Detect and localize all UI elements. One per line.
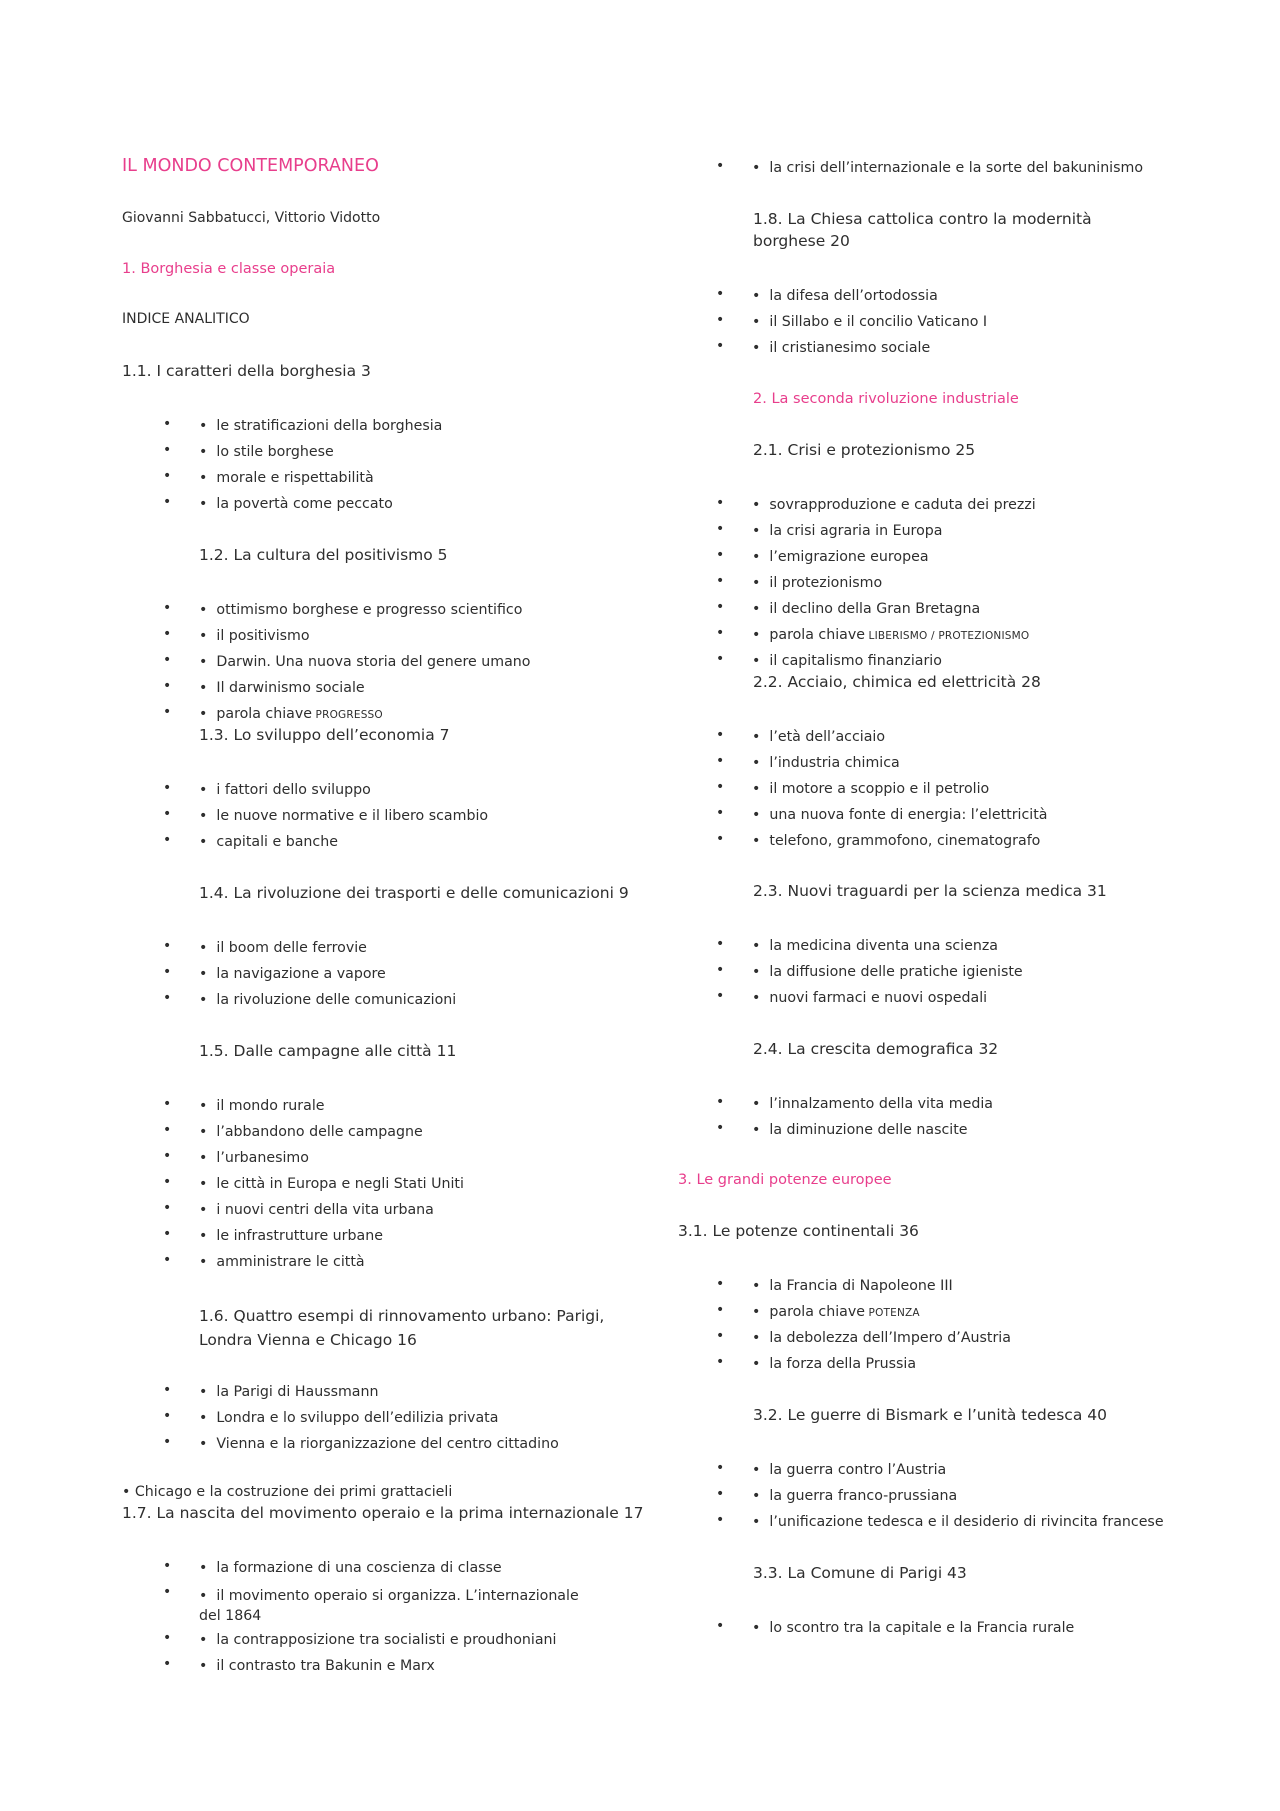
list-item-text: il declino della Gran Bretagna <box>769 601 981 617</box>
extra-bullet-item: • Chicago e la costruzione dei primi grattacieli <box>122 1484 453 1500</box>
section-1-2-item <box>199 602 522 618</box>
section-2-1-item <box>752 497 1036 513</box>
inner-bullet-icon: • <box>752 990 770 1006</box>
list-item-text: la navigazione a vapore <box>216 966 386 982</box>
inner-bullet-icon: • <box>199 992 217 1008</box>
section-2-2-item <box>752 729 885 745</box>
section-2-2-item <box>752 755 900 771</box>
inner-bullet-icon: • <box>199 1658 217 1674</box>
section-2-4: 2.4. La crescita demografica 32 <box>753 1040 999 1058</box>
inner-bullet-icon: • <box>752 601 770 617</box>
section-1-4-item <box>199 940 367 956</box>
inner-bullet-icon: • <box>752 1330 770 1346</box>
list-bullet-icon: • <box>163 442 172 458</box>
section-1-3-item <box>199 834 338 850</box>
section-2-1-item <box>752 627 1029 643</box>
inner-bullet-icon: • <box>199 834 217 850</box>
list-bullet-icon: • <box>163 780 172 796</box>
inner-bullet-icon: • <box>752 340 770 356</box>
index-label: INDICE ANALITICO <box>122 311 250 327</box>
list-bullet-icon: • <box>716 599 725 615</box>
list-item-text: l’età dell’acciaio <box>769 729 886 745</box>
section-1-7-item <box>199 1560 502 1576</box>
inner-bullet-icon: • <box>752 807 770 823</box>
list-bullet-icon: • <box>163 1122 172 1138</box>
section-1-5-item <box>199 1124 423 1140</box>
inner-bullet-icon: • <box>199 1098 217 1114</box>
section-1-3-item <box>199 808 488 824</box>
section-1-1-item <box>199 496 393 512</box>
list-item-text: l’abbandono delle campagne <box>216 1124 423 1140</box>
section-1-8-item <box>752 340 930 356</box>
inner-bullet-icon: • <box>752 497 770 513</box>
section-2-3-item <box>752 964 1023 980</box>
list-item-text: la povertà come peccato <box>216 496 393 512</box>
list-bullet-icon: • <box>163 1408 172 1424</box>
list-bullet-icon: • <box>716 753 725 769</box>
section-1-1-item <box>199 418 442 434</box>
inner-bullet-icon: • <box>199 602 217 618</box>
inner-bullet-icon: • <box>199 940 217 956</box>
list-item-text: Vienna e la riorganizzazione del centro cittadino <box>216 1436 559 1452</box>
inner-bullet-icon: • <box>752 160 770 176</box>
inner-bullet-icon: • <box>752 653 770 669</box>
section-2-1-item <box>752 575 882 591</box>
inner-bullet-icon: • <box>199 628 217 644</box>
list-bullet-icon: • <box>716 1302 725 1318</box>
list-bullet-icon: • <box>163 1252 172 1268</box>
section-1-4-item <box>199 992 456 1008</box>
inner-bullet-icon: • <box>199 1384 217 1400</box>
section-3-2: 3.2. Le guerre di Bismark e l’unità tedesca 40 <box>753 1406 1107 1424</box>
list-item-text: le nuove normative e il libero scambio <box>216 808 489 824</box>
list-item-text: la crisi dell’internazionale e la sorte del bakuninismo <box>769 160 1144 176</box>
section-3-1-item <box>752 1356 916 1372</box>
section-2-4-item <box>752 1122 968 1138</box>
list-item-text: i nuovi centri della vita urbana <box>216 1202 434 1218</box>
list-bullet-icon: • <box>163 832 172 848</box>
section-3-2-item <box>752 1488 957 1504</box>
section-2-3-item <box>752 990 987 1006</box>
inner-bullet-icon: • <box>199 1436 217 1452</box>
section-3-3-item <box>752 1620 1074 1636</box>
inner-bullet-icon: • <box>752 1620 770 1636</box>
list-item-text: Londra e lo sviluppo dell’edilizia privata <box>216 1410 499 1426</box>
inner-bullet-icon: • <box>199 1124 217 1140</box>
inner-bullet-icon: • <box>199 470 217 486</box>
list-item-text: le stratificazioni della borghesia <box>216 418 443 434</box>
section-3-1: 3.1. Le potenze continentali 36 <box>678 1222 919 1240</box>
list-item-text: la Parigi di Haussmann <box>216 1384 379 1400</box>
inner-bullet-icon: • <box>752 288 770 304</box>
list-item-text: la formazione di una coscienza di classe <box>216 1560 502 1576</box>
list-item-text: la diffusione delle pratiche igieniste <box>769 964 1023 980</box>
section-2-1-item <box>752 549 929 565</box>
chapter-3-heading: 3. Le grandi potenze europee <box>678 1172 892 1188</box>
inner-bullet-icon: • <box>199 1254 217 1270</box>
section-2-1-item <box>752 601 980 617</box>
list-item-text: la contrapposizione tra socialisti e proudhoniani <box>216 1632 557 1648</box>
inner-bullet-icon: • <box>199 1410 217 1426</box>
list-bullet-icon: • <box>163 678 172 694</box>
list-bullet-icon: • <box>716 1354 725 1370</box>
section-1-6-item <box>199 1436 559 1452</box>
list-bullet-icon: • <box>716 495 725 511</box>
section-3-1-item <box>752 1304 920 1320</box>
section-1-5-item <box>199 1150 309 1166</box>
inner-bullet-icon: • <box>752 964 770 980</box>
list-bullet-icon: • <box>716 625 725 641</box>
inner-bullet-icon: • <box>752 523 770 539</box>
inner-bullet-icon: • <box>752 729 770 745</box>
inner-bullet-icon: • <box>199 1588 217 1604</box>
list-bullet-icon: • <box>716 727 725 743</box>
list-item-text: il motore a scoppio e il petrolio <box>769 781 990 797</box>
list-bullet-icon: • <box>716 936 725 952</box>
inner-bullet-icon: • <box>752 575 770 591</box>
section-2-1: 2.1. Crisi e protezionismo 25 <box>753 441 976 459</box>
inner-bullet-icon: • <box>199 966 217 982</box>
list-bullet-icon: • <box>716 547 725 563</box>
inner-bullet-icon: • <box>752 314 770 330</box>
list-item-text: capitali e banche <box>216 834 338 850</box>
list-bullet-icon: • <box>716 521 725 537</box>
list-item-text: la forza della Prussia <box>769 1356 917 1372</box>
list-bullet-icon: • <box>716 312 725 328</box>
section-1-5: 1.5. Dalle campagne alle città 11 <box>199 1042 457 1060</box>
inner-bullet-icon: • <box>752 781 770 797</box>
top-item <box>752 160 1143 176</box>
section-2-3-item <box>752 938 998 954</box>
authors: Giovanni Sabbatucci, Vittorio Vidotto <box>122 210 381 226</box>
list-bullet-icon: • <box>163 806 172 822</box>
list-bullet-icon: • <box>163 964 172 980</box>
inner-bullet-icon: • <box>199 680 217 696</box>
list-item-text: il movimento operaio si organizza. L’internazionale del 1864 <box>199 1588 579 1624</box>
list-bullet-icon: • <box>716 1460 725 1476</box>
inner-bullet-icon: • <box>199 1560 217 1576</box>
section-1-5-item <box>199 1098 325 1114</box>
inner-bullet-icon: • <box>752 938 770 954</box>
list-bullet-icon: • <box>716 1486 725 1502</box>
section-1-4-item <box>199 966 386 982</box>
inner-bullet-icon: • <box>199 1150 217 1166</box>
section-2-2-item <box>752 781 989 797</box>
inner-bullet-icon: • <box>199 1632 217 1648</box>
section-3-1-item <box>752 1278 953 1294</box>
section-3-1-item <box>752 1330 1011 1346</box>
list-bullet-icon: • <box>163 626 172 642</box>
list-item-text: telefono, grammofono, cinematografo <box>769 833 1041 849</box>
list-item-text: la diminuzione delle nascite <box>769 1122 968 1138</box>
section-1-8-item <box>752 288 938 304</box>
list-bullet-icon: • <box>163 1096 172 1112</box>
section-1-2-item <box>199 628 310 644</box>
list-bullet-icon: • <box>163 938 172 954</box>
inner-bullet-icon: • <box>199 444 217 460</box>
section-2-2-item <box>752 833 1040 849</box>
list-item-text: la debolezza dell’Impero d’Austria <box>769 1330 1011 1346</box>
section-3-3: 3.3. La Comune di Parigi 43 <box>753 1564 967 1582</box>
list-bullet-icon: • <box>163 1584 172 1600</box>
inner-bullet-icon: • <box>199 706 217 722</box>
section-1-2-item <box>199 680 365 696</box>
list-bullet-icon: • <box>163 468 172 484</box>
section-2-2: 2.2. Acciaio, chimica ed elettricità 28 <box>753 673 1041 691</box>
section-1-3: 1.3. Lo sviluppo dell’economia 7 <box>199 726 450 744</box>
section-3-2-item <box>752 1462 946 1478</box>
section-1-6: 1.6. Quattro esempi di rinnovamento urbano: Parigi, Londra Vienna e Chicago 16 <box>199 1307 605 1349</box>
list-item-text: la medicina diventa una scienza <box>769 938 998 954</box>
list-item-text: sovrapproduzione e caduta dei prezzi <box>769 497 1036 513</box>
list-bullet-icon: • <box>163 600 172 616</box>
keyword-label: LIBERISMO / PROTEZIONISMO <box>865 630 1030 642</box>
list-bullet-icon: • <box>716 573 725 589</box>
list-item-text: l’innalzamento della vita media <box>769 1096 993 1112</box>
list-bullet-icon: • <box>716 1120 725 1136</box>
list-item-text: amministrare le città <box>216 1254 365 1270</box>
list-bullet-icon: • <box>716 651 725 667</box>
list-item-text: il mondo rurale <box>216 1098 325 1114</box>
section-1-1-item <box>199 470 374 486</box>
list-item-text: Il darwinismo sociale <box>216 680 365 696</box>
inner-bullet-icon: • <box>752 549 770 565</box>
section-2-2-item <box>752 807 1047 823</box>
section-2-1-item <box>752 653 942 669</box>
list-item-text: parola chiave <box>769 1304 865 1320</box>
list-item-text: una nuova fonte di energia: l’elettricità <box>769 807 1048 823</box>
list-item-text: nuovi farmaci e nuovi ospedali <box>769 990 988 1006</box>
list-item-text: il boom delle ferrovie <box>216 940 367 956</box>
list-bullet-icon: • <box>163 1630 172 1646</box>
list-bullet-icon: • <box>716 779 725 795</box>
inner-bullet-icon: • <box>752 1488 770 1504</box>
list-item-text: la Francia di Napoleone III <box>769 1278 953 1294</box>
list-bullet-icon: • <box>716 1276 725 1292</box>
list-bullet-icon: • <box>716 286 725 302</box>
list-item-text: parola chiave <box>769 627 865 643</box>
section-1-6-item <box>199 1384 378 1400</box>
section-1-7: 1.7. La nascita del movimento operaio e la prima internazionale 17 <box>122 1504 644 1522</box>
section-1-3-item <box>199 782 371 798</box>
section-1-1: 1.1. I caratteri della borghesia 3 <box>122 362 371 380</box>
keyword-label: POTENZA <box>865 1307 920 1319</box>
list-item-text: le città in Europa e negli Stati Uniti <box>216 1176 464 1192</box>
section-1-6-item <box>199 1410 498 1426</box>
list-item-text: il cristianesimo sociale <box>769 340 931 356</box>
inner-bullet-icon: • <box>752 755 770 771</box>
section-2-4-item <box>752 1096 993 1112</box>
list-item-text: l’industria chimica <box>769 755 900 771</box>
section-1-8: 1.8. La Chiesa cattolica contro la modernità borghese 20 <box>753 210 1092 250</box>
list-item-text: Darwin. Una nuova storia del genere umano <box>216 654 531 670</box>
section-1-5-item <box>199 1202 434 1218</box>
list-bullet-icon: • <box>716 805 725 821</box>
list-bullet-icon: • <box>163 652 172 668</box>
inner-bullet-icon: • <box>199 782 217 798</box>
chapter-2-heading: 2. La seconda rivoluzione industriale <box>753 391 1019 407</box>
list-bullet-icon: • <box>163 1226 172 1242</box>
list-item-text: i fattori dello sviluppo <box>216 782 371 798</box>
list-bullet-icon: • <box>163 1174 172 1190</box>
keyword-label: PROGRESSO <box>312 709 383 721</box>
inner-bullet-icon: • <box>199 418 217 434</box>
list-item-text: l’urbanesimo <box>216 1150 309 1166</box>
list-bullet-icon: • <box>716 1328 725 1344</box>
list-item-text: la rivoluzione delle comunicazioni <box>216 992 457 1008</box>
list-bullet-icon: • <box>716 988 725 1004</box>
list-bullet-icon: • <box>163 1148 172 1164</box>
list-bullet-icon: • <box>163 494 172 510</box>
inner-bullet-icon: • <box>752 1278 770 1294</box>
inner-bullet-icon: • <box>199 1176 217 1192</box>
inner-bullet-icon: • <box>752 1514 770 1530</box>
section-1-5-item <box>199 1254 365 1270</box>
section-1-7-item <box>199 1658 435 1674</box>
list-item-text: il protezionismo <box>769 575 883 591</box>
section-2-3: 2.3. Nuovi traguardi per la scienza medica 31 <box>753 882 1107 900</box>
list-item-text: l’emigrazione europea <box>769 549 929 565</box>
list-item-text: lo stile borghese <box>216 444 334 460</box>
list-item-text: il contrasto tra Bakunin e Marx <box>216 1658 435 1674</box>
inner-bullet-icon: • <box>752 1356 770 1372</box>
inner-bullet-icon: • <box>752 1462 770 1478</box>
section-1-8-item <box>752 314 987 330</box>
list-item-text: lo scontro tra la capitale e la Francia rurale <box>769 1620 1075 1636</box>
inner-bullet-icon: • <box>199 1202 217 1218</box>
inner-bullet-icon: • <box>752 1096 770 1112</box>
list-item-text: il Sillabo e il concilio Vaticano I <box>769 314 988 330</box>
inner-bullet-icon: • <box>752 833 770 849</box>
chapter-1-heading: 1. Borghesia e classe operaia <box>122 261 336 277</box>
list-bullet-icon: • <box>163 1434 172 1450</box>
list-bullet-icon: • <box>163 1382 172 1398</box>
inner-bullet-icon: • <box>752 627 770 643</box>
section-1-2-item <box>199 706 383 722</box>
inner-bullet-icon: • <box>199 808 217 824</box>
list-item-text: l’unificazione tedesca e il desiderio di rivincita francese <box>769 1514 1164 1530</box>
inner-bullet-icon: • <box>199 654 217 670</box>
list-item-text: la guerra franco-prussiana <box>769 1488 958 1504</box>
list-bullet-icon: • <box>163 704 172 720</box>
list-bullet-icon: • <box>716 1512 725 1528</box>
list-item-text: ottimismo borghese e progresso scientifico <box>216 602 523 618</box>
section-1-5-item <box>199 1176 464 1192</box>
section-1-2-item <box>199 654 530 670</box>
list-bullet-icon: • <box>716 831 725 847</box>
section-1-5-item <box>199 1228 383 1244</box>
list-bullet-icon: • <box>716 338 725 354</box>
list-bullet-icon: • <box>163 1656 172 1672</box>
section-1-7-item <box>199 1586 599 1626</box>
list-item-text: il capitalismo finanziario <box>769 653 942 669</box>
section-3-2-item <box>752 1514 1164 1530</box>
list-bullet-icon: • <box>163 990 172 1006</box>
list-item-text: parola chiave <box>216 706 312 722</box>
list-item-text: il positivismo <box>216 628 310 644</box>
inner-bullet-icon: • <box>199 1228 217 1244</box>
list-item-text: la crisi agraria in Europa <box>769 523 943 539</box>
list-item-text: la guerra contro l’Austria <box>769 1462 947 1478</box>
list-item-text: le infrastrutture urbane <box>216 1228 383 1244</box>
list-bullet-icon: • <box>163 1200 172 1216</box>
section-1-7-item <box>199 1632 557 1648</box>
inner-bullet-icon: • <box>199 496 217 512</box>
section-1-4: 1.4. La rivoluzione dei trasporti e delle comunicazioni 9 <box>199 884 629 902</box>
section-1-2: 1.2. La cultura del positivismo 5 <box>199 546 448 564</box>
document-title: IL MONDO CONTEMPORANEO <box>122 156 379 176</box>
section-2-1-item <box>752 523 942 539</box>
list-bullet-icon: • <box>163 416 172 432</box>
section-1-1-item <box>199 444 334 460</box>
list-bullet-icon: • <box>163 1558 172 1574</box>
list-bullet-icon: • <box>716 962 725 978</box>
list-bullet-icon: • <box>716 1094 725 1110</box>
list-item-text: morale e rispettabilità <box>216 470 374 486</box>
list-bullet-icon: • <box>716 1618 725 1634</box>
inner-bullet-icon: • <box>752 1304 770 1320</box>
inner-bullet-icon: • <box>752 1122 770 1138</box>
list-item-text: la difesa dell’ortodossia <box>769 288 938 304</box>
list-bullet-icon: • <box>716 158 725 174</box>
